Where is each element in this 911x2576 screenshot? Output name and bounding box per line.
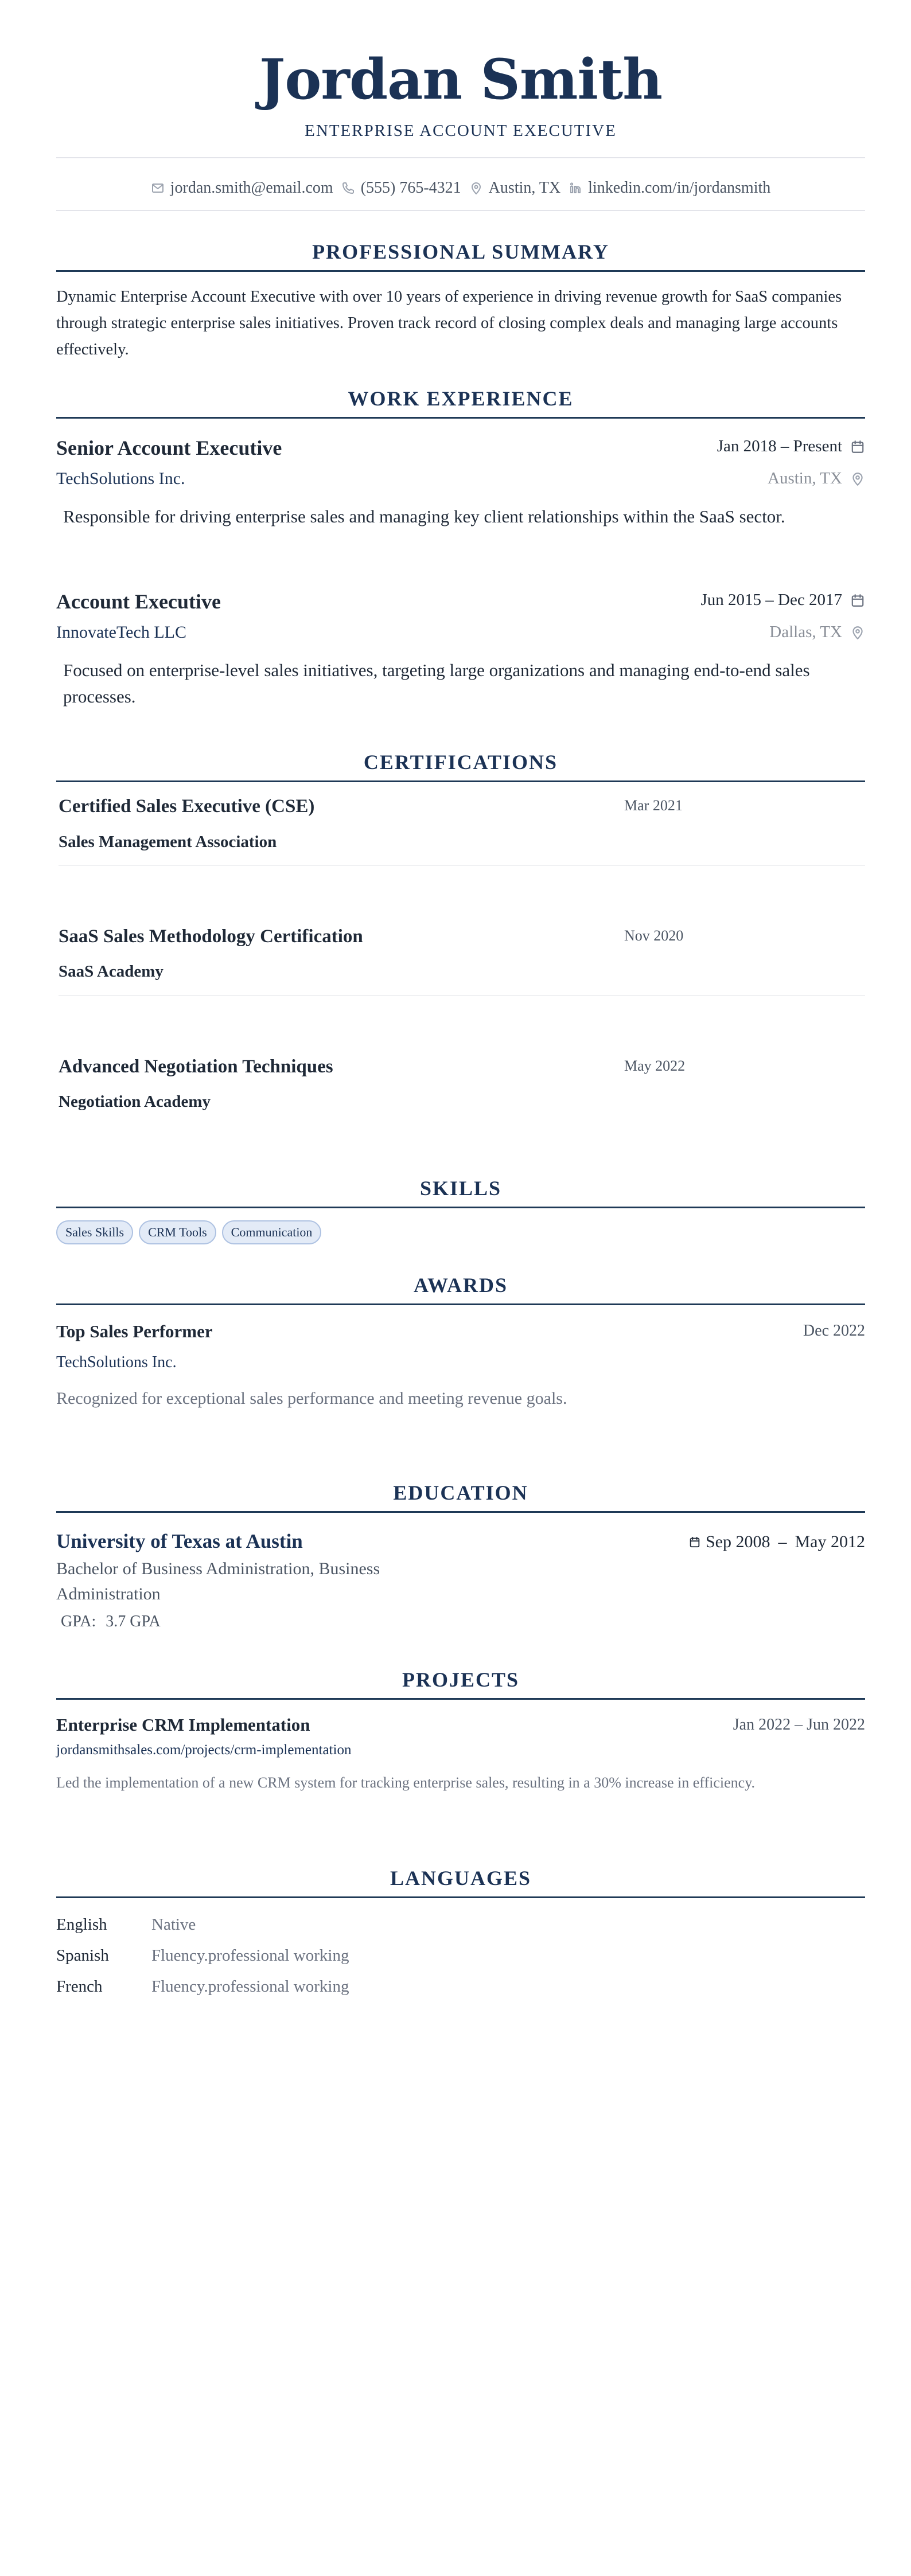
section-heading-experience: WORK EXPERIENCE bbox=[348, 387, 574, 410]
contact-linkedin[interactable] bbox=[569, 179, 770, 197]
section-rule bbox=[56, 1207, 865, 1208]
language-name: Spanish bbox=[56, 1946, 109, 1965]
language-name: English bbox=[56, 1915, 107, 1934]
section-heading-education: EDUCATION bbox=[393, 1481, 528, 1504]
contact-location bbox=[469, 179, 561, 197]
location-text: Austin, TX bbox=[488, 179, 561, 197]
project-description: Led the implementation of a new CRM system for tracking enterprise sales, resulting in a 30% increase in efficiency. bbox=[56, 1774, 756, 1791]
language-row bbox=[56, 1915, 196, 1934]
skill-tag: Communication bbox=[222, 1220, 322, 1244]
email-text: jordan.smith@email.com bbox=[170, 179, 333, 197]
certification-date: Mar 2021 bbox=[624, 797, 683, 814]
certification-issuer: Sales Management Association bbox=[59, 833, 277, 851]
certification-name: Certified Sales Executive (CSE) bbox=[59, 796, 315, 817]
job-title: Account Executive bbox=[56, 590, 221, 613]
section-rule bbox=[56, 270, 865, 272]
summary-text: Dynamic Enterprise Account Executive with over 10 years of experience in driving revenue growth for SaaS companies through strategic enterprise sales initiatives. Proven track record of closing complex deals and managing large accounts effectively. bbox=[56, 288, 842, 358]
skill-tag: Sales Skills bbox=[56, 1220, 133, 1244]
section-rule bbox=[56, 1511, 865, 1513]
section-rule bbox=[56, 1698, 865, 1700]
phone-text: (555) 765-4321 bbox=[360, 179, 461, 197]
map-pin-icon bbox=[850, 471, 865, 486]
language-row bbox=[56, 1977, 349, 1996]
project-link[interactable]: jordansmithsales.com/projects/crm-implementation bbox=[56, 1742, 352, 1758]
contact-phone[interactable] bbox=[341, 179, 461, 197]
certification-name: Advanced Negotiation Techniques bbox=[59, 1056, 333, 1077]
language-level: Native bbox=[151, 1915, 196, 1934]
section-rule bbox=[56, 1896, 865, 1898]
education-institution: University of Texas at Austin bbox=[56, 1530, 303, 1552]
language-row bbox=[56, 1946, 349, 1965]
section-heading-summary: PROFESSIONAL SUMMARY bbox=[312, 240, 609, 263]
job-dates: Jan 2018 – Present bbox=[717, 437, 865, 456]
language-name: French bbox=[56, 1977, 103, 1996]
project-title: Enterprise CRM Implementation bbox=[56, 1715, 310, 1735]
certification-issuer: SaaS Academy bbox=[59, 962, 163, 981]
award-date: Dec 2022 bbox=[803, 1322, 865, 1340]
skills-list bbox=[56, 1220, 321, 1244]
calendar-icon bbox=[850, 593, 865, 608]
linkedin-text: linkedin.com/in/jordansmith bbox=[588, 179, 771, 197]
job-company: TechSolutions Inc. bbox=[56, 469, 185, 488]
linkedin-icon bbox=[569, 181, 582, 195]
certification-divider bbox=[59, 865, 865, 866]
certification-date: May 2022 bbox=[624, 1057, 686, 1074]
contact-row bbox=[56, 179, 865, 197]
candidate-name: Jordan Smith bbox=[259, 47, 663, 112]
language-level: Fluency.professional working bbox=[151, 1977, 349, 1996]
calendar-icon bbox=[850, 439, 865, 454]
award-title: Top Sales Performer bbox=[56, 1321, 213, 1341]
section-heading-awards: AWARDS bbox=[413, 1274, 508, 1297]
job-dates: Jun 2015 – Dec 2017 bbox=[701, 591, 865, 610]
education-dates: Sep 2008 – May 2012 bbox=[688, 1532, 865, 1552]
job-title: Senior Account Executive bbox=[56, 436, 282, 459]
certification-name: SaaS Sales Methodology Certification bbox=[59, 926, 363, 947]
phone-icon bbox=[341, 181, 355, 195]
section-heading-languages: LANGUAGES bbox=[390, 1867, 532, 1890]
award-issuer: TechSolutions Inc. bbox=[56, 1353, 177, 1371]
job-location: Austin, TX bbox=[768, 469, 865, 488]
job-location: Dallas, TX bbox=[769, 623, 865, 642]
education-degree: Bachelor of Business Administration, Business Administration bbox=[56, 1559, 380, 1603]
header-divider-bottom bbox=[56, 210, 865, 211]
contact-email[interactable] bbox=[151, 179, 333, 197]
language-level: Fluency.professional working bbox=[151, 1946, 349, 1965]
section-heading-projects: PROJECTS bbox=[402, 1668, 520, 1691]
section-heading-skills: SKILLS bbox=[419, 1177, 502, 1200]
certification-date: Nov 2020 bbox=[624, 927, 684, 944]
certification-issuer: Negotiation Academy bbox=[59, 1092, 211, 1111]
calendar-icon bbox=[688, 1535, 701, 1549]
section-rule bbox=[56, 1303, 865, 1305]
map-pin-icon bbox=[469, 181, 483, 195]
candidate-title: ENTERPRISE ACCOUNT EXECUTIVE bbox=[305, 122, 617, 140]
award-description: Recognized for exceptional sales performance and meeting revenue goals. bbox=[56, 1389, 567, 1408]
header-divider-top bbox=[56, 157, 865, 158]
project-dates: Jan 2022 – Jun 2022 bbox=[733, 1716, 865, 1734]
mail-icon bbox=[151, 181, 165, 195]
map-pin-icon bbox=[850, 625, 865, 640]
job-company: InnovateTech LLC bbox=[56, 623, 186, 642]
education-gpa: GPA: 3.7 GPA bbox=[61, 1613, 161, 1630]
job-description: Focused on enterprise-level sales initiatives, targeting large organizations and managing end-to-end sales processes. bbox=[63, 660, 810, 707]
section-rule bbox=[56, 417, 865, 419]
skill-tag: CRM Tools bbox=[139, 1220, 216, 1244]
section-heading-certifications: CERTIFICATIONS bbox=[363, 751, 558, 774]
job-description: Responsible for driving enterprise sales and managing key client relationships within the SaaS sector. bbox=[63, 506, 785, 526]
section-rule bbox=[56, 780, 865, 782]
certification-divider bbox=[59, 995, 865, 996]
